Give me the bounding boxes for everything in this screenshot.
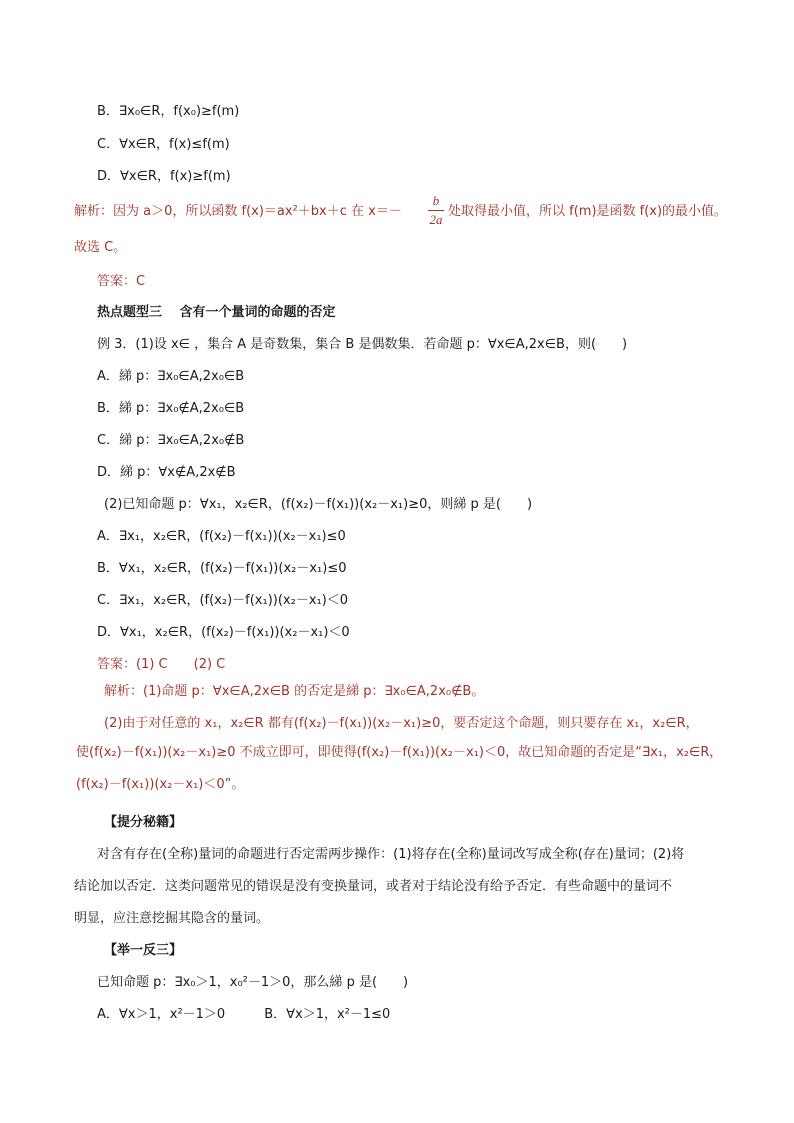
analysis-line-2: 故选 C。 [74, 240, 127, 255]
tips-paragraph-line-1: 对含有存在(全称)量词的命题进行否定需两步操作：(1)将存在(全称)量词改写成全称(存在)量词；(2)将 [97, 847, 685, 862]
fraction-numerator: b [432, 193, 440, 208]
part2-option-d: D．∀x₁，x₂∈R，(f(x₂)－f(x₁))(x₂－x₁)＜0 [97, 625, 350, 640]
fraction-denominator: 2a [429, 212, 443, 227]
analysis-line-1b: 处取得最小值，所以 f(m)是函数 f(x)的最小值。 [448, 204, 728, 219]
analysis-line-1a: 解析：因为 a＞0，所以函数 f(x)＝ax²＋bx＋c 在 x＝－ [74, 204, 402, 219]
tips-paragraph-line-3: 明显，应注意挖掘其隐含的量词。 [74, 911, 270, 926]
example-3-option-b: B．綈 p：∃x₀∉A,2x₀∈B [97, 401, 245, 416]
part2-option-a: A．∃x₁，x₂∈R，(f(x₂)－f(x₁))(x₂－x₁)≤0 [97, 529, 346, 544]
tips-paragraph-line-2: 结论加以否定．这类问题常见的错误是没有变换量词，或者对于结论没有给予否定．有些命题中的量词不 [74, 879, 673, 894]
tips-heading: 【提分秘籍】 [104, 815, 183, 830]
answer-line: 答案：C [97, 274, 146, 289]
practice-question: 已知命题 p：∃x₀＞1，x₀²－1＞0，那么綈 p 是( ) [97, 975, 409, 990]
part2-option-c: C．∃x₁，x₂∈R，(f(x₂)－f(x₁))(x₂－x₁)＜0 [97, 593, 349, 608]
practice-heading: 【举一反三】 [104, 943, 183, 958]
example-3-answer: 答案：(1) C (2) C [97, 657, 226, 672]
example-3-analysis-2c: (f(x₂)－f(x₁))(x₂－x₁)＜0”。 [76, 777, 245, 792]
practice-options-ab: A．∀x＞1，x²－1＞0 B．∀x＞1，x²－1≤0 [97, 1007, 391, 1022]
example-3-option-a: A．綈 p：∃x₀∈A,2x₀∈B [97, 369, 245, 384]
example-3-option-c: C．綈 p：∃x₀∈A,2x₀∉B [97, 433, 245, 448]
section-title: 热点题型三 含有一个量词的命题的否定 [97, 305, 336, 320]
option-d-line: D．∀x∈R，f(x)≥f(m) [97, 169, 231, 184]
example-3-analysis-2a: (2)由于对任意的 x₁，x₂∈R 都有(f(x₂)－f(x₁))(x₂－x₁)≥0，要否定这个命题，则只要存在 x₁，x₂∈R， [104, 716, 699, 731]
part2-option-b: B．∀x₁，x₂∈R，(f(x₂)－f(x₁))(x₂－x₁)≤0 [97, 561, 347, 576]
option-c-line: C．∀x∈R，f(x)≤f(m) [97, 137, 230, 152]
example-3-analysis-1: 解析：(1)命题 p：∀x∈A,2x∈B 的否定是綈 p：∃x₀∈A,2x₀∉B。 [104, 684, 485, 699]
example-3-option-d: D．綈 p：∀x∉A,2x∉B [97, 465, 236, 480]
example-3-analysis-2b: 使(f(x₂)－f(x₁))(x₂－x₁)≥0 不成立即可，即使得(f(x₂)－f(x₁))(x₂－x₁)＜0，故已知命题的否定是“∃x₁，x₂∈R， [76, 745, 723, 760]
example-3-part2-question: (2)已知命题 p：∀x₁，x₂∈R，(f(x₂)－f(x₁))(x₂－x₁)≥0，则綈 p 是( ) [104, 497, 533, 512]
option-b-line: B．∃x₀∈R，f(x₀)≥f(m) [97, 104, 240, 119]
example-3-question: 例 3．(1)设 x∈ ，集合 A 是奇数集，集合 B 是偶数集．若命题 p：∀x∈A,2x∈B，则( ) [97, 337, 628, 352]
fraction-bar [428, 210, 444, 211]
fraction-b-over-2a [427, 194, 445, 230]
